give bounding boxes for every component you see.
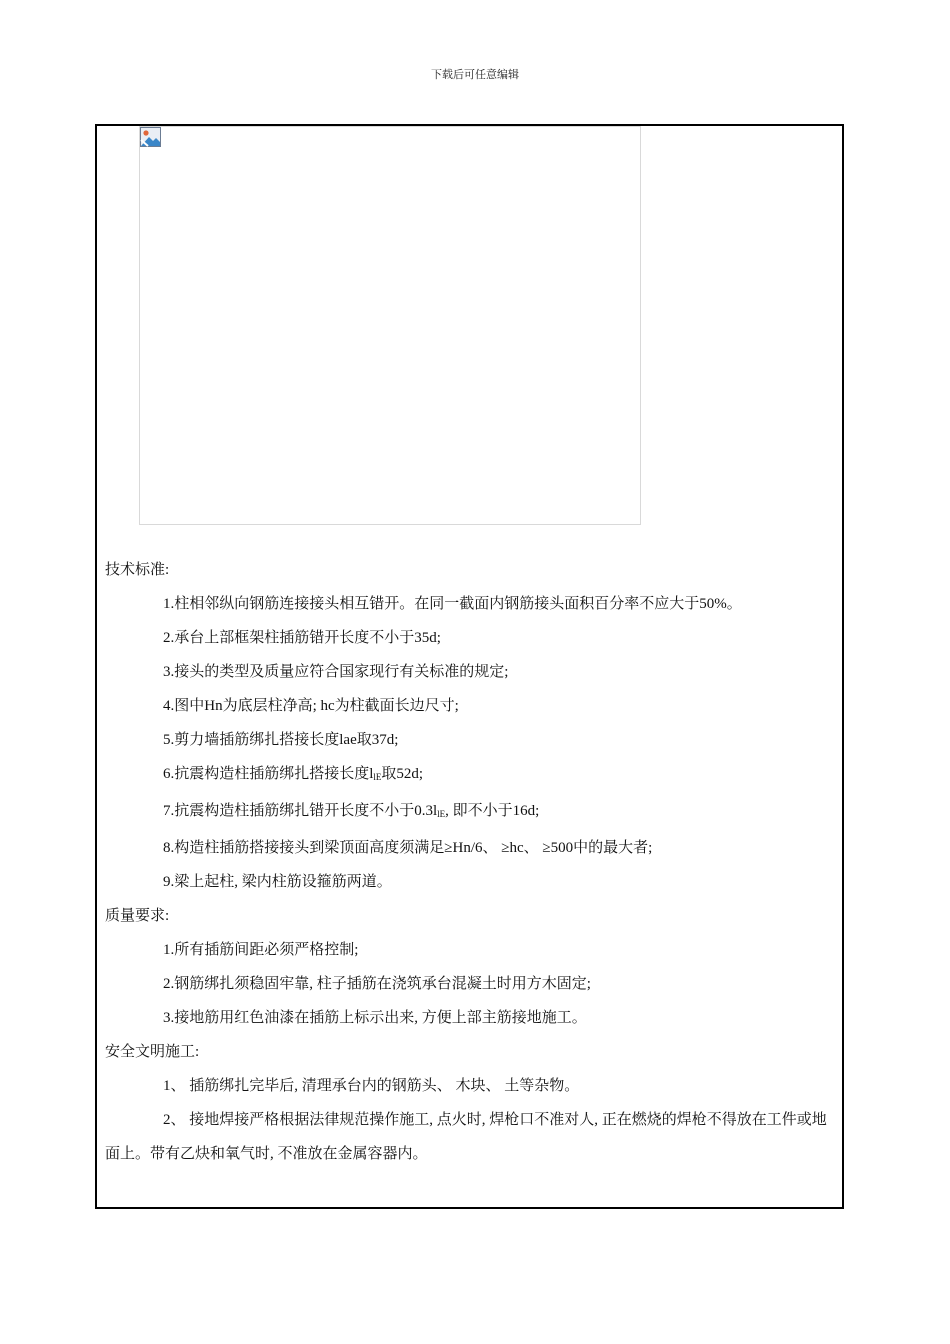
tech-item-6-text: 6.抗震构造柱插筋绑扎搭接长度l	[163, 766, 374, 782]
tech-item-7	[105, 794, 837, 831]
document-body	[105, 553, 837, 1171]
tech-item-6-subscript: lE	[373, 772, 382, 782]
tech-item-7-tail: , 即不小于16d;	[445, 803, 540, 819]
quality-item-2: 2.钢筋绑扎须稳固牢靠, 柱子插筋在浇筑承台混凝土时用方木固定;	[163, 976, 591, 992]
tech-item-3: 3.接头的类型及质量应符合国家现行有关标准的规定;	[163, 664, 509, 680]
quality-item-3: 3.接地筋用红色油漆在插筋上标示出来, 方便上部主筋接地施工。	[163, 1010, 587, 1026]
tech-item-1: 1.柱相邻纵向钢筋连接接头相互错开。在同一截面内钢筋接头面积百分率不应大于50%。	[163, 596, 742, 612]
tech-item-9: 9.梁上起柱, 梁内柱筋设箍筋两道。	[163, 874, 392, 890]
tech-item-6	[105, 757, 837, 794]
tech-item-6-tail: 取52d;	[381, 766, 424, 782]
tech-item-5: 5.剪力墙插筋绑扎搭接长度lae取37d;	[163, 732, 399, 748]
tech-item-7-text: 7.抗震构造柱插筋绑扎错开长度不小于0.3l	[163, 803, 438, 819]
tech-item-2: 2.承台上部框架柱插筋错开长度不小于35d;	[163, 630, 441, 646]
section-title-quality: 质量要求:	[105, 908, 170, 924]
tech-item-4: 4.图中Hn为底层柱净高; hc为柱截面长边尺寸;	[163, 698, 459, 714]
safety-item-2: 2、 接地焊接严格根据法律规范操作施工, 点火时, 焊枪口不准对人, 正在燃烧的焊枪不得放在工件或地面上。带有乙炔和氧气时, 不准放在金属容器内。	[105, 1112, 827, 1162]
section-title-tech: 技术标准:	[105, 562, 170, 578]
page-header: 下载后可任意编辑	[431, 69, 519, 81]
broken-image-icon	[140, 127, 161, 147]
quality-item-1: 1.所有插筋间距必须严格控制;	[163, 942, 359, 958]
safety-item-1: 1、 插筋绑扎完毕后, 清理承台内的钢筋头、 木块、 土等杂物。	[163, 1078, 580, 1094]
tech-item-8: 8.构造柱插筋搭接接头到梁顶面高度须满足≥Hn/6、 ≥hc、 ≥500中的最大者;	[163, 840, 653, 856]
figure-placeholder	[139, 126, 641, 525]
tech-item-7-subscript: lE	[437, 809, 446, 819]
section-title-safety: 安全文明施工:	[105, 1044, 200, 1060]
